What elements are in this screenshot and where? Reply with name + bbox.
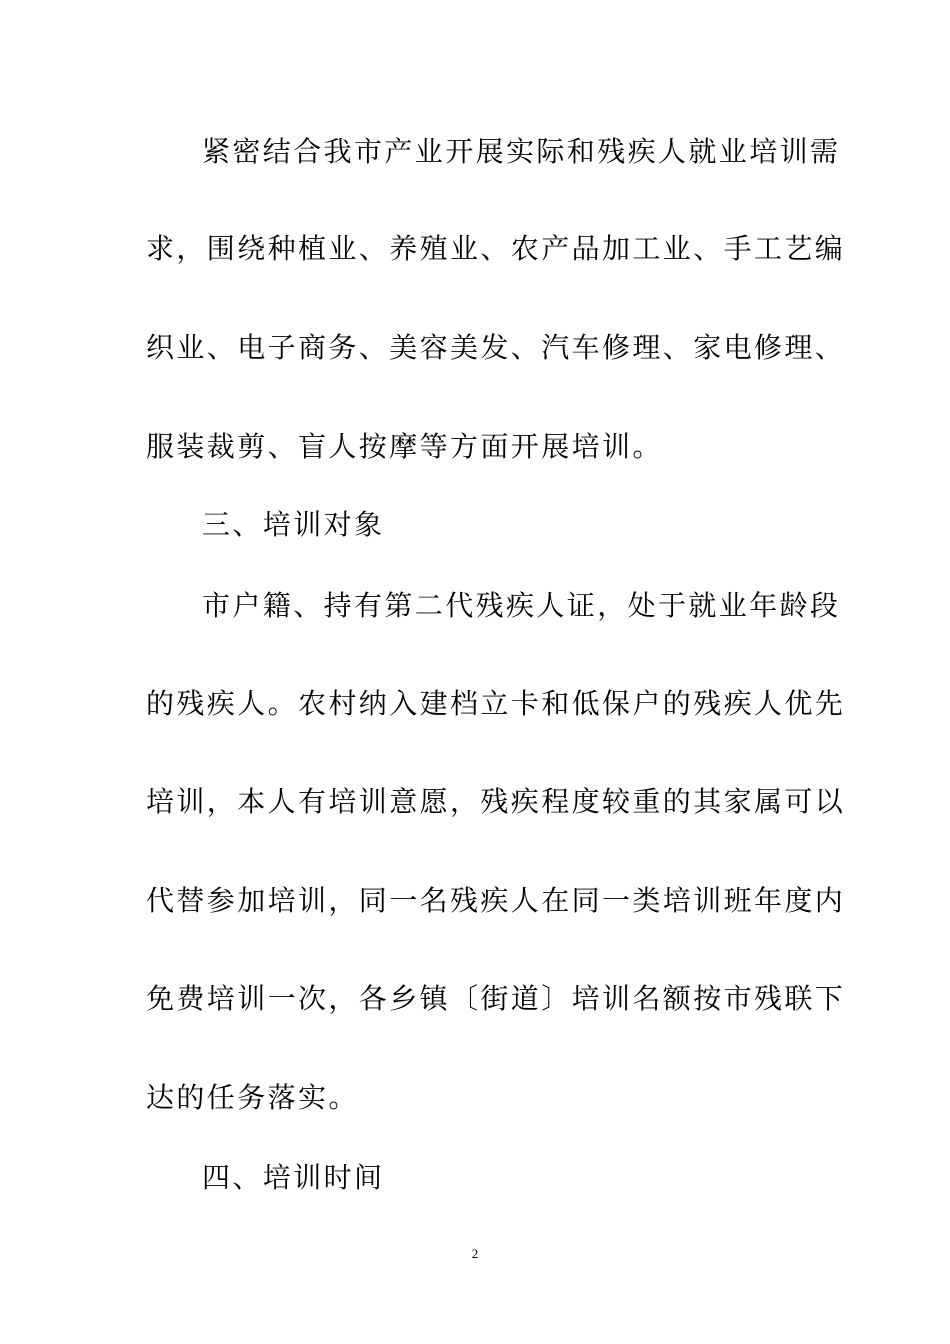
paragraph-line: 达的任务落实。 xyxy=(146,1081,359,1114)
page-number: 2 xyxy=(471,1246,479,1261)
paragraph-line: 求，围绕种植业、养殖业、农产品加工业、手工艺编 xyxy=(146,232,846,265)
paragraph-line: 市户籍、持有第二代残疾人证，处于就业年龄段 xyxy=(202,589,841,622)
paragraph-line: 服装裁剪、盲人按摩等方面开展培训。 xyxy=(146,430,663,463)
paragraph-line: 培训，本人有培训意愿，残疾程度较重的其家属可以 xyxy=(146,785,846,818)
section-heading-training-time: 四、培训时间 xyxy=(202,1161,385,1194)
paragraph-line: 织业、电子商务、美容美发、汽车修理、家电修理、 xyxy=(146,331,846,364)
section-heading-training-targets: 三、培训对象 xyxy=(202,508,385,541)
paragraph-line: 免费培训一次，各乡镇〔街道〕培训名额按市残联下 xyxy=(146,982,846,1015)
paragraph-line: 代替参加培训，同一名残疾人在同一类培训班年度内 xyxy=(146,884,846,917)
paragraph-line: 紧密结合我市产业开展实际和残疾人就业培训需 xyxy=(202,135,841,168)
paragraph-line: 的残疾人。农村纳入建档立卡和低保户的残疾人优先 xyxy=(146,687,846,720)
